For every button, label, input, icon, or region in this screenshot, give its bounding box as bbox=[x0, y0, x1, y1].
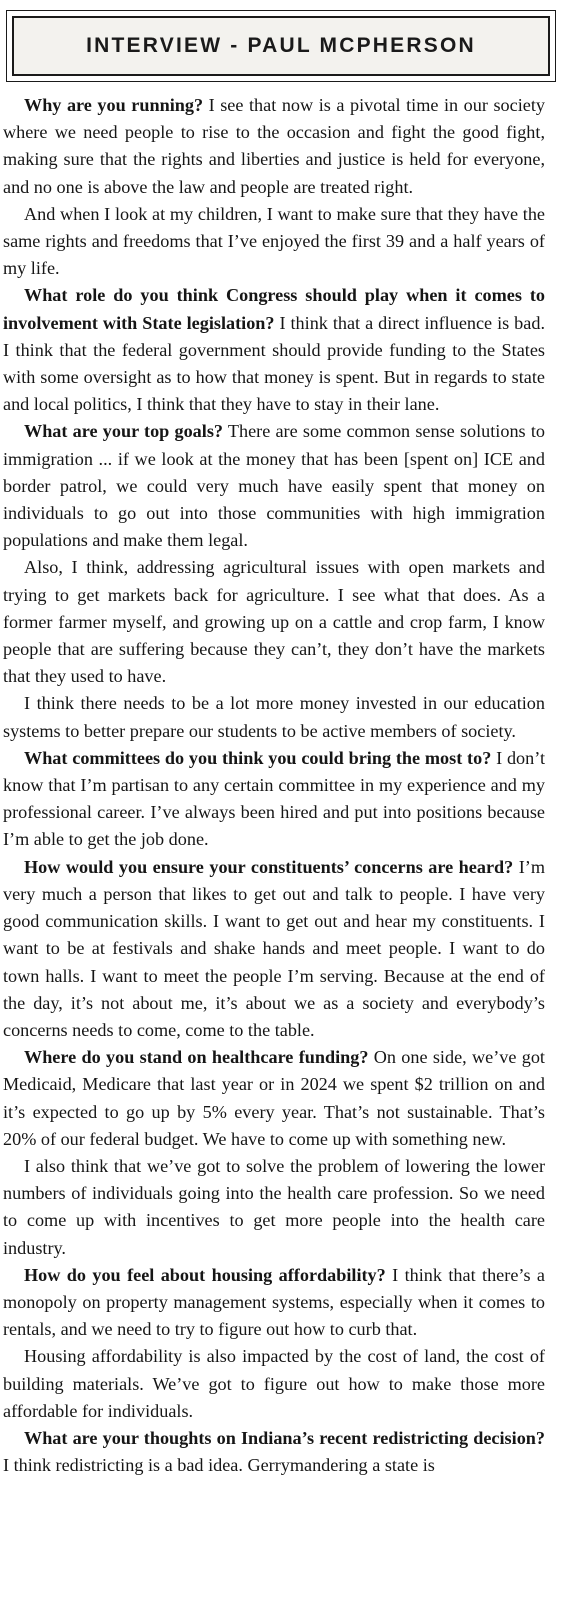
paragraph bbox=[3, 1044, 545, 1153]
answer: I also think that we’ve got to solve the problem of lowering the lower numbers of individuals going into the health care profession. So we need to come up with incentives to get more people into the health care industry. bbox=[3, 1155, 545, 1258]
answer: I think redistricting is a bad idea. Gerrymandering a state is bbox=[3, 1455, 435, 1476]
paragraph bbox=[3, 92, 545, 201]
article-title: INTERVIEW - PAUL MCPHERSON bbox=[86, 34, 476, 57]
question: What are your top goals? bbox=[24, 421, 223, 442]
answer: And when I look at my children, I want to make sure that they have the same rights and freedoms that I’ve enjoyed the first 39 and a half years of my life. bbox=[3, 203, 545, 279]
answer: There are some common sense solutions to immigration ... if we look at the money that has been [spent on] ICE and border patrol, we could very much have easily spent that money on individuals to go out into those communities with high immigration populations and make them legal. bbox=[3, 421, 545, 551]
question: Where do you stand on healthcare funding? bbox=[24, 1047, 369, 1068]
answer: Also, I think, addressing agricultural issues with open markets and trying to get markets back for agriculture. I see what that does. As a former farmer myself, and growing up on a cattle and crop farm, I know people that are suffering because they can’t, they don’t have the markets that they used to have. bbox=[3, 557, 545, 687]
paragraph bbox=[3, 1153, 545, 1262]
article-header bbox=[6, 10, 556, 82]
answer: On one side, we’ve got Medicaid, Medicare that last year or in 2024 we spent $2 trillion on and it’s expected to go up by 5% every year. That’s not sustainable. That’s 20% of our federal budget. We have to come up with something new. bbox=[3, 1047, 545, 1149]
paragraph bbox=[3, 282, 545, 418]
question: What are your thoughts on Indiana’s recent redistricting decision? bbox=[24, 1427, 545, 1448]
question: How would you ensure your constituents’ concerns are heard? bbox=[24, 856, 514, 877]
answer: Housing affordability is also impacted by the cost of land, the cost of building materials. We’ve got to figure out how to make those more affordable for individuals. bbox=[3, 1346, 545, 1421]
paragraph bbox=[3, 690, 545, 744]
article-header-inner bbox=[12, 16, 550, 76]
paragraph bbox=[3, 201, 545, 283]
paragraph bbox=[3, 554, 545, 690]
paragraph bbox=[3, 745, 545, 854]
paragraph bbox=[3, 854, 545, 1044]
article-body bbox=[3, 92, 545, 1479]
question: What committees do you think you could bring the most to? bbox=[24, 747, 492, 768]
paragraph bbox=[3, 1425, 545, 1479]
answer: I think that a direct influence is bad. I think that the federal government should provide funding to the States with some oversight as to how that money is spent. But in regards to state and local politics, I think that they have to stay in their lane. bbox=[3, 312, 545, 415]
paragraph bbox=[3, 418, 545, 554]
question: How do you feel about housing affordability? bbox=[24, 1264, 386, 1285]
paragraph bbox=[3, 1343, 545, 1425]
question: Why are you running? bbox=[24, 95, 204, 115]
answer: I’m very much a person that likes to get out and talk to people. I have very good communication skills. I want to get out and hear my constituents. I want to be at festivals and shake hands and meet people. I want to do town halls. I want to meet the people I’m serving. Because at the end of the day, it’s not about me, it’s about we as a society and everybody’s concerns needs to come, come to the table. bbox=[3, 856, 546, 1040]
answer: I think there needs to be a lot more money invested in our education systems to better prepare our students to be active members of society. bbox=[3, 693, 545, 741]
question: What role do you think Congress should play when it comes to involvement with State legislation? bbox=[3, 285, 545, 333]
answer: I think that there’s a monopoly on property management systems, especially when it comes to rentals, and we need to try to figure out how to curb that. bbox=[3, 1264, 545, 1340]
paragraph bbox=[3, 1262, 545, 1344]
answer: I don’t know that I’m partisan to any certain committee in my experience and my professional career. I’ve always been hired and put into positions because I’m able to get the job done. bbox=[3, 747, 546, 850]
answer: I see that now is a pivotal time in our society where we need people to rise to the occasion and fight the good fight, making sure that the rights and liberties and justice is held for everyone, and no one is above the law and people are treated right. bbox=[3, 95, 545, 197]
